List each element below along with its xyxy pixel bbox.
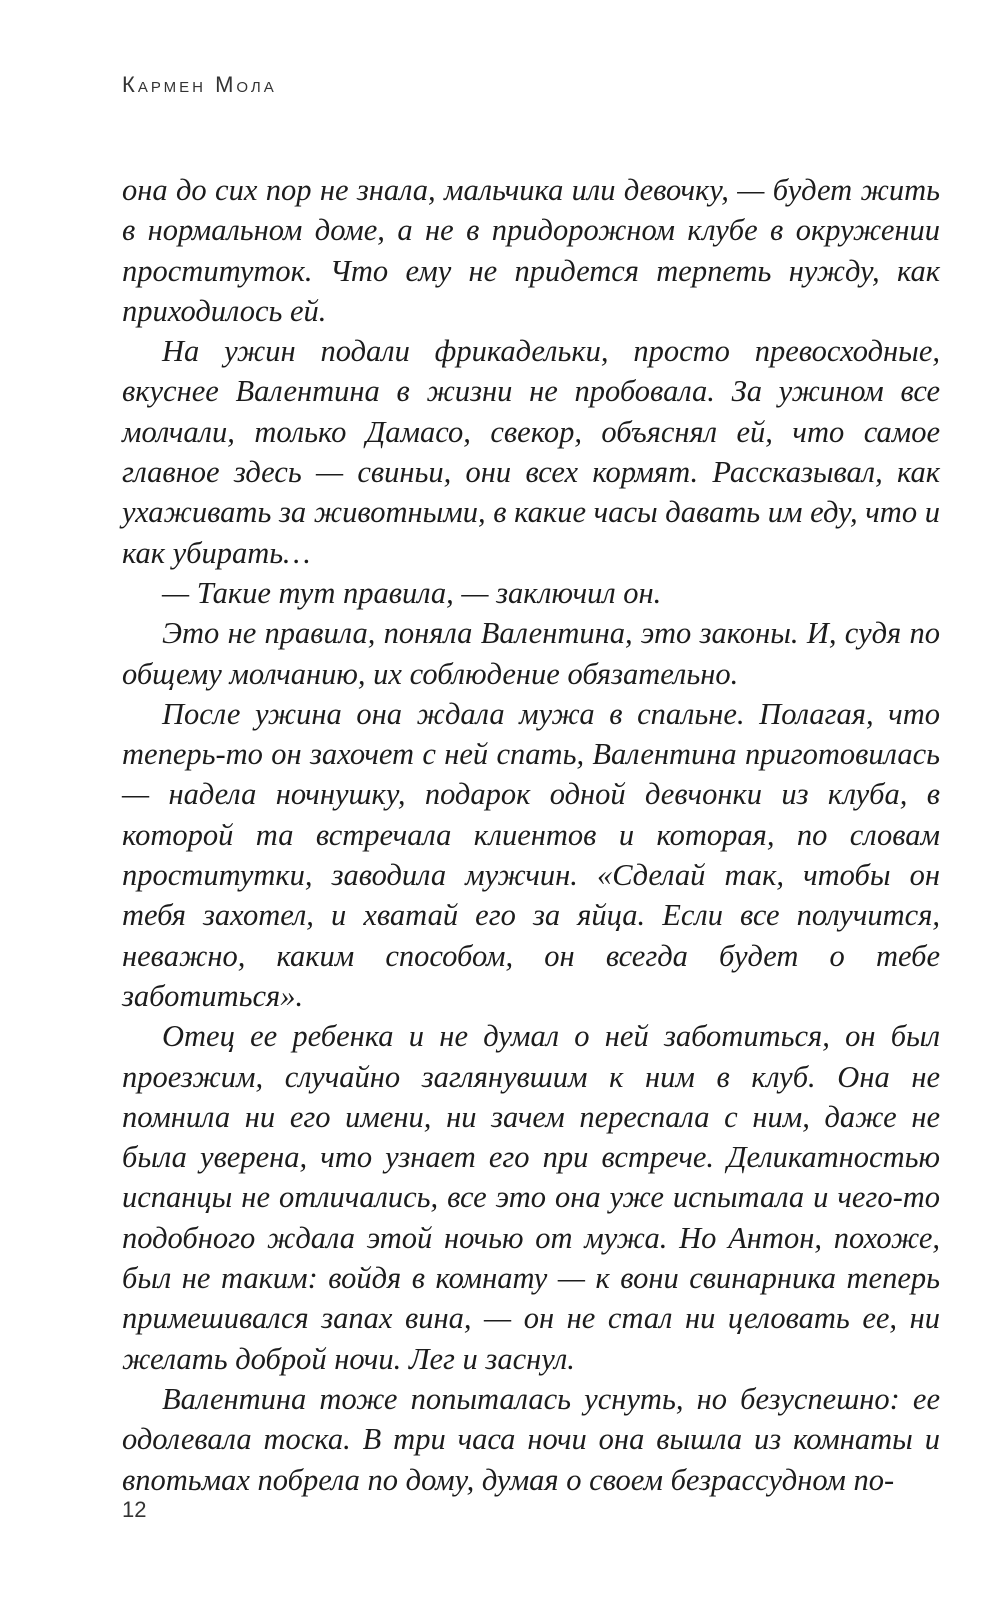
paragraph: Валентина тоже попыталась уснуть, но безуспешно: ее одолевала тоска. В три часа ночи она вышла из комнаты и впотьмах побрела по дому, думая о своем безрассудном по- bbox=[122, 1381, 940, 1497]
paragraph: На ужин подали фрикадельки, просто превосходные, вкуснее Валентина в жизни не пробовала. За ужином все молчали, только Дамасо, свекор, объяснял ей, что самое главное здесь — свиньи, они всех кормят. Рассказывал, как ухаживать за животными, в какие часы давать им еду, что и как убирать… bbox=[122, 334, 940, 570]
paragraph: Это не правила, поняла Валентина, это законы. И, судя по общему молчанию, их соблюдение обязательно. bbox=[122, 616, 940, 691]
running-head-author: Кармен Мола bbox=[122, 72, 277, 97]
paragraph: — Такие тут правила, — заключил он. bbox=[162, 575, 662, 610]
body-text bbox=[122, 170, 940, 1500]
page-number: 12 bbox=[122, 1497, 147, 1522]
paragraph: Отец ее ребенка и не думал о ней заботиться, он был проезжим, случайно заглянувшим к ним в клуб. Она не помнила ни его имени, ни зачем переспала с ним, даже не была уверена, что узнает его при встрече. Деликатностью испанцы не отличались, все это она уже испытала и чего-то подобного ждала этой ночью от мужа. Но Антон, похоже, был не таким: войдя в комнату — к вони свинарника теперь примешивался запах вина, — он не стал ни целовать ее, ни желать доброй ночи. Лег и заснул. bbox=[122, 1019, 940, 1376]
paragraph: После ужина она ждала мужа в спальне. Полагая, что теперь-то он захочет с ней спать, Валентина приготовилась — надела ночнушку, подарок одной девчонки из клуба, в которой та встречала клиентов и которая, по словам проститутки, заводила мужчин. «Сделай так, чтобы он тебя захотел, и хватай его за яйца. Если все получится, неважно, каким способом, он всегда будет о тебе заботиться». bbox=[122, 696, 940, 1013]
paragraph: она до сих пор не знала, мальчика или девочку, — будет жить в нормальном доме, а не в придорожном клубе в окружении проституток. Что ему не придется терпеть нужду, как приходилось ей. bbox=[122, 173, 940, 328]
